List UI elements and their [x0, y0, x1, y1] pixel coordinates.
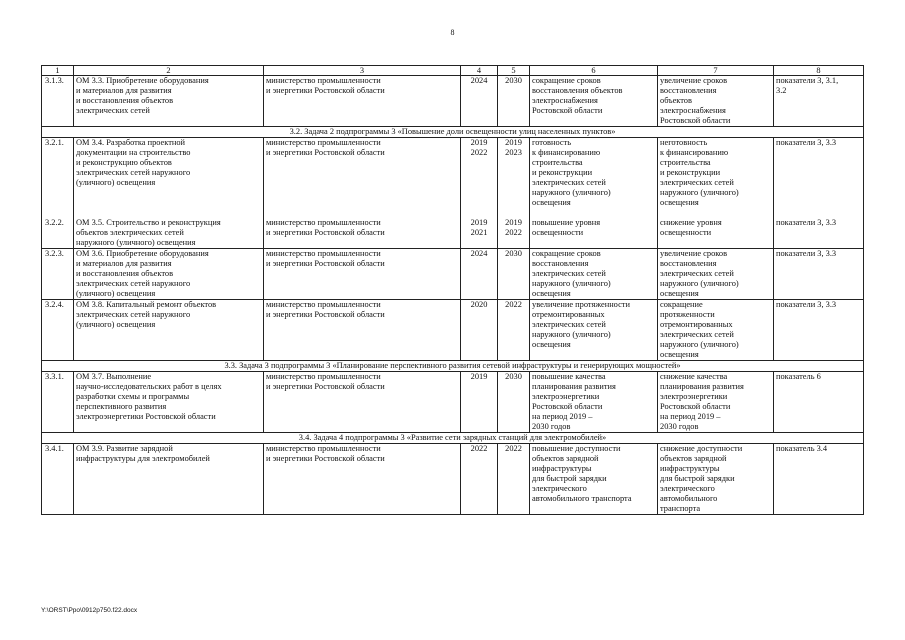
cell-line: 2030 годов [660, 422, 699, 431]
cell-line: наружного (уличного) [660, 340, 739, 349]
cell-line: 3.3.1. [45, 372, 64, 381]
cell-line: и реконструкции [532, 168, 593, 177]
table-row [42, 76, 864, 127]
cell-line: готовность [532, 138, 572, 147]
cell-line: наружного (уличного) освещения [76, 238, 196, 247]
cell-line: перспективного развития [76, 402, 167, 411]
cell-line: 2030 годов [532, 422, 571, 431]
spacer [532, 208, 655, 218]
spacer [498, 178, 529, 188]
measures-table [41, 65, 864, 515]
indicator-link [774, 444, 864, 515]
cell-line: освещенности [660, 228, 712, 237]
spacer [461, 208, 497, 218]
spacer [266, 188, 458, 198]
non-implementation-consequence [658, 76, 774, 127]
expected-result [530, 444, 658, 515]
cell-line: объектов зарядной [660, 454, 727, 463]
measure-name [74, 138, 264, 249]
cell-line: и материалов для развития [76, 86, 172, 95]
spacer [461, 168, 497, 178]
spacer [660, 208, 771, 218]
cell-line: министерство промышленности [266, 138, 381, 147]
cell-line: ОМ 3.8. Капитальный ремонт объектов [76, 300, 217, 309]
measure-name [74, 249, 264, 300]
cell-line: восстановления объектов [532, 86, 623, 95]
indicator-link [774, 76, 864, 127]
cell-line: (уличного) освещения [76, 178, 156, 187]
cell-line: министерство промышленности [266, 300, 381, 309]
cell-line: 3.2.3. [45, 249, 64, 258]
spacer [776, 208, 861, 218]
cell-line: к финансированию [660, 148, 729, 157]
spacer [776, 148, 861, 158]
spacer [776, 168, 861, 178]
cell-line: повышение доступности [532, 444, 621, 453]
cell-line: показатель 3.4 [776, 444, 828, 453]
indicator-link [774, 300, 864, 361]
cell-line: министерство промышленности [266, 372, 381, 381]
spacer [498, 168, 529, 178]
spacer [461, 198, 497, 208]
cell-line: автомобильного транспорта [532, 494, 632, 503]
cell-line: 2030 [505, 76, 522, 85]
cell-line: 2019 [470, 372, 488, 381]
cell-line: автомобильного [660, 494, 718, 503]
cell-line: снижение качества [660, 372, 728, 381]
start-year [461, 249, 498, 300]
responsible-executor [264, 76, 461, 127]
row-number [42, 372, 74, 433]
cell-line: планирования развития [660, 382, 744, 391]
cell-line: объектов электрических сетей [76, 228, 184, 237]
table-row [42, 444, 864, 515]
page-number: 8 [450, 28, 455, 37]
cell-line: сокращение [660, 300, 703, 309]
column-number-1: 1 [42, 66, 74, 76]
indicator-link [774, 249, 864, 300]
cell-line: разработки схемы и программы [76, 392, 190, 401]
cell-line: электрических сетей наружного [76, 168, 191, 177]
cell-line: министерство промышленности [266, 76, 381, 85]
cell-line: освещения [532, 198, 571, 207]
cell-line: документации на строительство [76, 148, 191, 157]
end-year [498, 249, 530, 300]
column-number-3: 3 [264, 66, 461, 76]
cell-line: и реконструкцию объектов [76, 158, 172, 167]
cell-line: 3.2.4. [45, 300, 64, 309]
responsible-executor [264, 249, 461, 300]
spacer [776, 178, 861, 188]
expected-result [530, 300, 658, 361]
cell-line: 2030 [505, 372, 522, 381]
column-number-6: 6 [530, 66, 658, 76]
file-path-footer: Y:\ORST\Ppo\0912p750.f22.docx [41, 607, 138, 614]
cell-line: инфраструктуры [532, 464, 592, 473]
cell-line: увеличение сроков [660, 76, 728, 85]
cell-line: строительства [532, 158, 583, 167]
spacer [45, 148, 71, 158]
spacer [76, 198, 261, 208]
cell-line: и реконструкции [660, 168, 721, 177]
responsible-executor [264, 372, 461, 433]
cell-line: электрических сетей [660, 330, 734, 339]
measure-name [74, 76, 264, 127]
spacer [461, 188, 497, 198]
cell-line: ОМ 3.3. Приобретение оборудования [76, 76, 209, 85]
cell-line: электрических сетей наружного [76, 310, 191, 319]
cell-line: протяженности [660, 310, 715, 319]
spacer [266, 198, 458, 208]
column-number-7: 7 [658, 66, 774, 76]
end-year [498, 444, 530, 515]
cell-line: освещения [660, 198, 699, 207]
column-number-8: 8 [774, 66, 864, 76]
cell-line: 3.1.3. [45, 76, 64, 85]
non-implementation-consequence [658, 372, 774, 433]
cell-line: электрических сетей [532, 320, 606, 329]
cell-line: электрических сетей [76, 106, 150, 115]
cell-line: ОМ 3.7. Выполнение [76, 372, 152, 381]
cell-line: снижение уровня [660, 218, 722, 227]
cell-line: снижение доступности [660, 444, 743, 453]
expected-result [530, 76, 658, 127]
cell-line: и энергетики Ростовской области [266, 86, 385, 95]
cell-line: планирования развития [532, 382, 616, 391]
cell-line: и энергетики Ростовской области [266, 228, 385, 237]
cell-line: 3.2 [776, 86, 787, 95]
row-number [42, 300, 74, 361]
column-number-4: 4 [461, 66, 498, 76]
end-year [498, 372, 530, 433]
row-number [42, 249, 74, 300]
cell-line: наружного (уличного) [660, 279, 739, 288]
spacer [45, 198, 71, 208]
cell-line: повышение качества [532, 372, 606, 381]
spacer [45, 168, 71, 178]
non-implementation-consequence [658, 300, 774, 361]
cell-line: 3.2.1. [45, 138, 64, 147]
cell-line: (уличного) освещения [76, 320, 156, 329]
column-numbers-row [42, 66, 864, 76]
cell-line: электроснабжения [660, 106, 726, 115]
indicator-link [774, 372, 864, 433]
responsible-executor [264, 138, 461, 249]
start-year [461, 300, 498, 361]
cell-line: и энергетики Ростовской области [266, 148, 385, 157]
cell-line: объектов [660, 96, 692, 105]
cell-line: освещения [532, 289, 571, 298]
cell-line: ОМ 3.5. Строительство и реконструкция [76, 218, 221, 227]
end-year [498, 300, 530, 361]
cell-line: электрического [532, 484, 587, 493]
cell-line: и восстановления объектов [76, 269, 174, 278]
cell-line: научно-исследовательских работ в целях [76, 382, 222, 391]
cell-line: и материалов для развития [76, 259, 172, 268]
column-number-2: 2 [74, 66, 264, 76]
section-title: 3.3. Задача 3 подпрограммы 3 «Планирование перспективного развития сетевой инфраструктуры и генерирующих мощностей» [42, 361, 864, 372]
spacer [461, 158, 497, 168]
spacer [45, 178, 71, 188]
section-title: 3.4. Задача 4 подпрограммы 3 «Развитие сети зарядных станций для электромобилей» [42, 433, 864, 444]
cell-line: сокращение сроков [532, 249, 601, 258]
cell-line: объектов зарядной [532, 454, 599, 463]
cell-line: электрических сетей [532, 269, 606, 278]
cell-line: министерство промышленности [266, 444, 381, 453]
cell-line: ОМ 3.6. Приобретение оборудования [76, 249, 209, 258]
cell-line: на период 2019 – [660, 412, 721, 421]
non-implementation-consequence [658, 138, 774, 249]
cell-line: 2020 [470, 300, 488, 309]
section-row [42, 127, 864, 138]
cell-line: сокращение сроков [532, 76, 601, 85]
spacer [498, 208, 529, 218]
cell-line: министерство промышленности [266, 218, 381, 227]
cell-line: освещения [532, 340, 571, 349]
start-year [461, 372, 498, 433]
measure-name [74, 444, 264, 515]
non-implementation-consequence [658, 444, 774, 515]
cell-line: 2019 [505, 138, 522, 147]
cell-line: отремонтированных [660, 320, 733, 329]
spacer [776, 188, 861, 198]
cell-line: электроэнергетики Ростовской области [76, 412, 216, 421]
indicator-link [774, 138, 864, 249]
expected-result [530, 249, 658, 300]
cell-line: электроэнергетики [532, 392, 600, 401]
cell-line: 2022 [505, 228, 522, 237]
cell-line: 2024 [470, 76, 488, 85]
cell-line: Ростовской области [532, 106, 603, 115]
cell-line: электроэнергетики [660, 392, 728, 401]
cell-line: освещения [660, 289, 699, 298]
cell-line: 2024 [470, 249, 488, 258]
cell-line: восстановления [660, 259, 717, 268]
cell-line: освещенности [532, 228, 584, 237]
spacer [266, 168, 458, 178]
cell-line: наружного (уличного) [532, 330, 611, 339]
responsible-executor [264, 300, 461, 361]
cell-line: 2022 [470, 148, 488, 157]
cell-line: неготовность [660, 138, 708, 147]
cell-line: увеличение сроков [660, 249, 728, 258]
cell-line: ОМ 3.9. Развитие зарядной [76, 444, 173, 453]
cell-line: Ростовской области [660, 402, 731, 411]
expected-result [530, 138, 658, 249]
cell-line: увеличение протяженности [532, 300, 630, 309]
table-row [42, 300, 864, 361]
spacer [76, 188, 261, 198]
spacer [498, 188, 529, 198]
row-number [42, 138, 74, 249]
cell-line: министерство промышленности [266, 249, 381, 258]
spacer [498, 198, 529, 208]
cell-line: 2019 [505, 218, 522, 227]
cell-line: и энергетики Ростовской области [266, 259, 385, 268]
end-year [498, 138, 530, 249]
cell-line: 2022 [470, 444, 488, 453]
spacer [45, 158, 71, 168]
spacer [266, 208, 458, 218]
cell-line: 2022 [505, 300, 522, 309]
section-title: 3.2. Задача 2 подпрограммы 3 «Повышение доли освещенности улиц населенных пунктов» [42, 127, 864, 138]
cell-line: показатели 3, 3.1, [776, 76, 839, 85]
measure-name [74, 372, 264, 433]
spacer [461, 178, 497, 188]
cell-line: и энергетики Ростовской области [266, 310, 385, 319]
cell-line: показатели 3, 3.3 [776, 138, 837, 147]
start-year [461, 76, 498, 127]
cell-line: электрических сетей [660, 178, 734, 187]
cell-line: освещения [660, 350, 699, 359]
table-row [42, 249, 864, 300]
cell-line: 2023 [505, 148, 522, 157]
cell-line: 2019 [470, 218, 488, 227]
column-number-5: 5 [498, 66, 530, 76]
cell-line: 2019 [470, 138, 488, 147]
section-row [42, 433, 864, 444]
cell-line: электрических сетей наружного [76, 279, 191, 288]
spacer [45, 188, 71, 198]
row-number [42, 76, 74, 127]
cell-line: наружного (уличного) [532, 188, 611, 197]
cell-line: для быстрой зарядки [532, 474, 607, 483]
cell-line: транспорта [660, 504, 701, 513]
cell-line: и восстановления объектов [76, 96, 174, 105]
cell-line: и энергетики Ростовской области [266, 454, 385, 463]
start-year [461, 444, 498, 515]
cell-line: наружного (уличного) [660, 188, 739, 197]
cell-line: повышение уровня [532, 218, 601, 227]
cell-line: отремонтированных [532, 310, 605, 319]
cell-line: инфраструктуры [660, 464, 720, 473]
non-implementation-consequence [658, 249, 774, 300]
expected-result [530, 372, 658, 433]
cell-line: наружного (уличного) [532, 279, 611, 288]
section-row [42, 361, 864, 372]
table-row [42, 372, 864, 433]
spacer [498, 158, 529, 168]
start-year [461, 138, 498, 249]
cell-line: 3.4.1. [45, 444, 64, 453]
cell-line: электроснабжения [532, 96, 598, 105]
spacer [45, 208, 71, 218]
cell-line: Ростовской области [660, 116, 731, 125]
spacer [76, 208, 261, 218]
cell-line: к финансированию [532, 148, 601, 157]
cell-line: строительства [660, 158, 711, 167]
cell-line: на период 2019 – [532, 412, 593, 421]
cell-line: электрических сетей [660, 269, 734, 278]
cell-line: показатель 6 [776, 372, 821, 381]
cell-line: 2022 [505, 444, 522, 453]
cell-line: (уличного) освещения [76, 289, 156, 298]
cell-line: показатели 3, 3.3 [776, 218, 837, 227]
cell-line: инфраструктуры для электромобилей [76, 454, 210, 463]
cell-line: электрического [660, 484, 715, 493]
cell-line: Ростовской области [532, 402, 603, 411]
cell-line: восстановления [660, 86, 717, 95]
spacer [266, 158, 458, 168]
cell-line: электрических сетей [532, 178, 606, 187]
cell-line: показатели 3, 3.3 [776, 300, 837, 309]
cell-line: показатели 3, 3.3 [776, 249, 837, 258]
responsible-executor [264, 444, 461, 515]
spacer [266, 178, 458, 188]
spacer [776, 158, 861, 168]
end-year [498, 76, 530, 127]
measure-name [74, 300, 264, 361]
cell-line: для быстрой зарядки [660, 474, 735, 483]
spacer [776, 198, 861, 208]
cell-line: 2021 [470, 228, 488, 237]
cell-line: ОМ 3.4. Разработка проектной [76, 138, 186, 147]
cell-line: и энергетики Ростовской области [266, 382, 385, 391]
cell-line: 3.2.2. [45, 218, 64, 227]
table-row [42, 138, 864, 249]
row-number [42, 444, 74, 515]
cell-line: 2030 [505, 249, 522, 258]
cell-line: восстановления [532, 259, 589, 268]
